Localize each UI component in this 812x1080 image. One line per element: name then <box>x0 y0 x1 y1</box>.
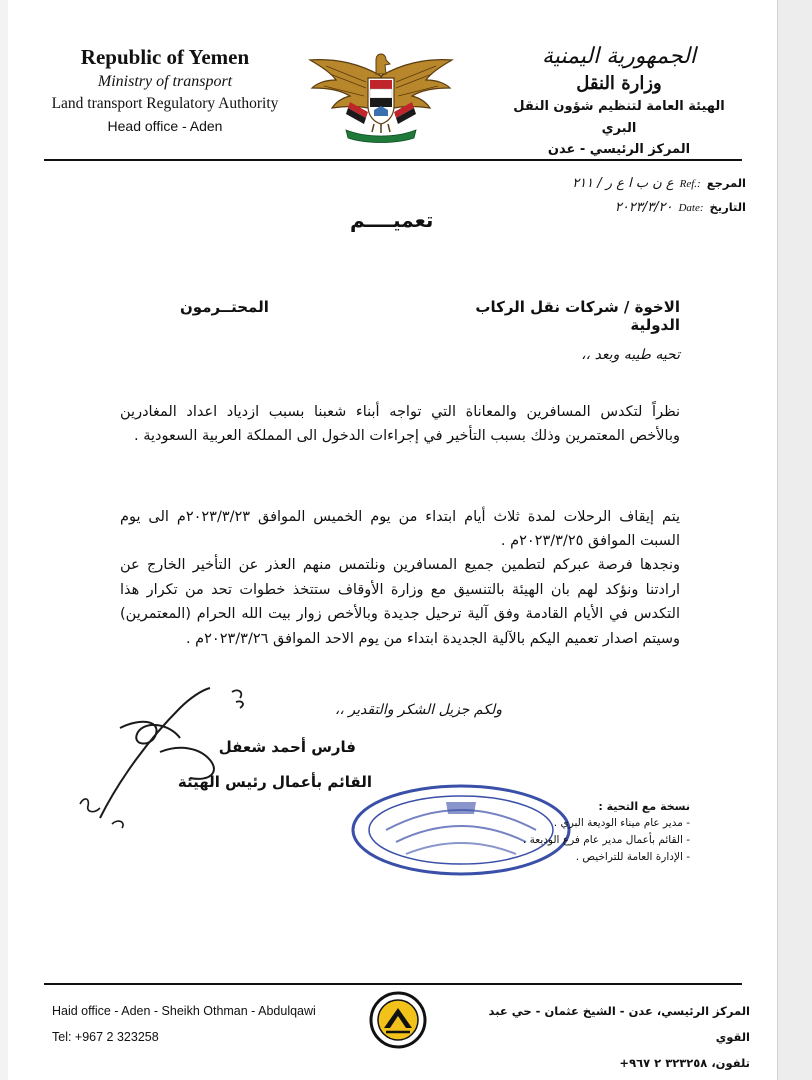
reference-block <box>476 176 746 224</box>
copies-item: - القائم بأعمال مدير عام فرع الوديعة . <box>522 834 690 846</box>
closing-thanks: ولكم جزيل الشكر والتقدير ،، <box>334 702 502 718</box>
signer-title: القائم بأعمال رئيس الهيئة <box>177 773 372 791</box>
date-row <box>476 200 746 224</box>
copies-item: - مدير عام ميناء الوديعة البري . <box>553 817 690 829</box>
footer-address-en: Haid office - Aden - Sheikh Othman - Abdulqawi <box>52 1004 316 1018</box>
header-country-ar: الجمهورية اليمنية <box>541 44 697 69</box>
header-country-en: Republic of Yemen <box>80 45 250 69</box>
addressee-honorific: المحتــرمون <box>180 298 269 316</box>
ref-label-ar: المرجع <box>706 176 746 190</box>
header-ministry-ar: وزارة النقل <box>576 73 662 94</box>
paragraph-reason: نظراً لتكدس المسافرين والمعاناة التي تواجه أبناء شعبنا بسبب ازدياد اعداد المغادرين وبالأخص المعتمرين وذلك بسبب التأخير في إجراءات الدخول الى المملكة العربية السعودية . <box>120 404 680 444</box>
copies-list <box>500 798 690 866</box>
footer-phone-en: Tel: +967 2 323258 <box>52 1030 159 1044</box>
authority-logo-icon <box>368 990 428 1050</box>
header-arabic <box>496 42 742 160</box>
paragraph-apology: ونجدها فرصة عبركم لتطمين جميع المسافرين ونلتمس منهم العذر عن التأخير الخارج عن ارادتنا ونؤكد لهم بان الهيئة بالتنسيق مع وزارة الأوقاف ستتخذ خطوات تحد من تكرار هذا التكدس في الأيام القادمة وفق آلية ترحيل جديدة وبالأخص زوار بيت الله الحرام (المعتمرين) وسيتم اصدار تعميم اليكم بالآلية الجديدة ابتداء من يوم الاحد الموافق ٢٠٢٣/٣/٢٦م . <box>120 557 680 647</box>
header-ministry-en: Ministry of transport <box>97 73 233 90</box>
footer-arabic <box>470 998 750 1076</box>
header-english <box>40 44 290 137</box>
yemen-eagle-emblem-icon <box>306 46 456 146</box>
date-label-en: Date: <box>678 202 704 214</box>
greeting: تحيه طيبه وبعد ،، <box>581 347 680 363</box>
footer-divider <box>44 983 742 985</box>
copies-item: - الإدارة العامة للتراخيص . <box>575 851 690 863</box>
copies-heading: نسخة مع التحية : <box>598 800 690 813</box>
date-value: ٢٠٢٣/٣/٢٠ <box>614 200 673 215</box>
addressee: الاخوة / شركات نقل الركاب الدولية <box>475 298 680 334</box>
footer-english <box>52 998 316 1050</box>
scan-edge-left <box>0 0 8 1080</box>
reference-row <box>476 176 746 200</box>
ref-label-en: Ref.: <box>679 178 701 190</box>
date-label-ar: التاريخ <box>709 200 746 214</box>
scan-edge-right <box>777 0 812 1080</box>
header-office-ar: المركز الرئيسي - عدن <box>547 142 691 157</box>
header-authority-en: Land transport Regulatory Authority <box>51 95 279 112</box>
ref-number: ع ن ب ا ع ر / ٢١١ <box>572 176 674 191</box>
header-authority-ar: الهيئة العامة لتنظيم شؤون النقل البري <box>513 99 725 136</box>
signer-name: فارس أحمد شعفل <box>218 738 356 756</box>
footer-address-ar: المركز الرئيسي، عدن - الشيخ عثمان - حي عبد القوي <box>488 1004 750 1044</box>
footer-phone-ar: تلفون، ٣٢٣٢٥٨ ٢ ٩٦٧+ <box>619 1056 750 1070</box>
header-divider <box>44 159 742 161</box>
circular-title: تعميــــم <box>350 208 434 232</box>
header-office-en: Head office - Aden <box>107 118 223 134</box>
paragraph-suspension: يتم إيقاف الرحلات لمدة ثلاث أيام ابتداء من يوم الخميس الموافق ٢٠٢٣/٣/٢٣م الى يوم السبت الموافق ٢٠٢٣/٣/٢٥م . <box>120 509 681 549</box>
